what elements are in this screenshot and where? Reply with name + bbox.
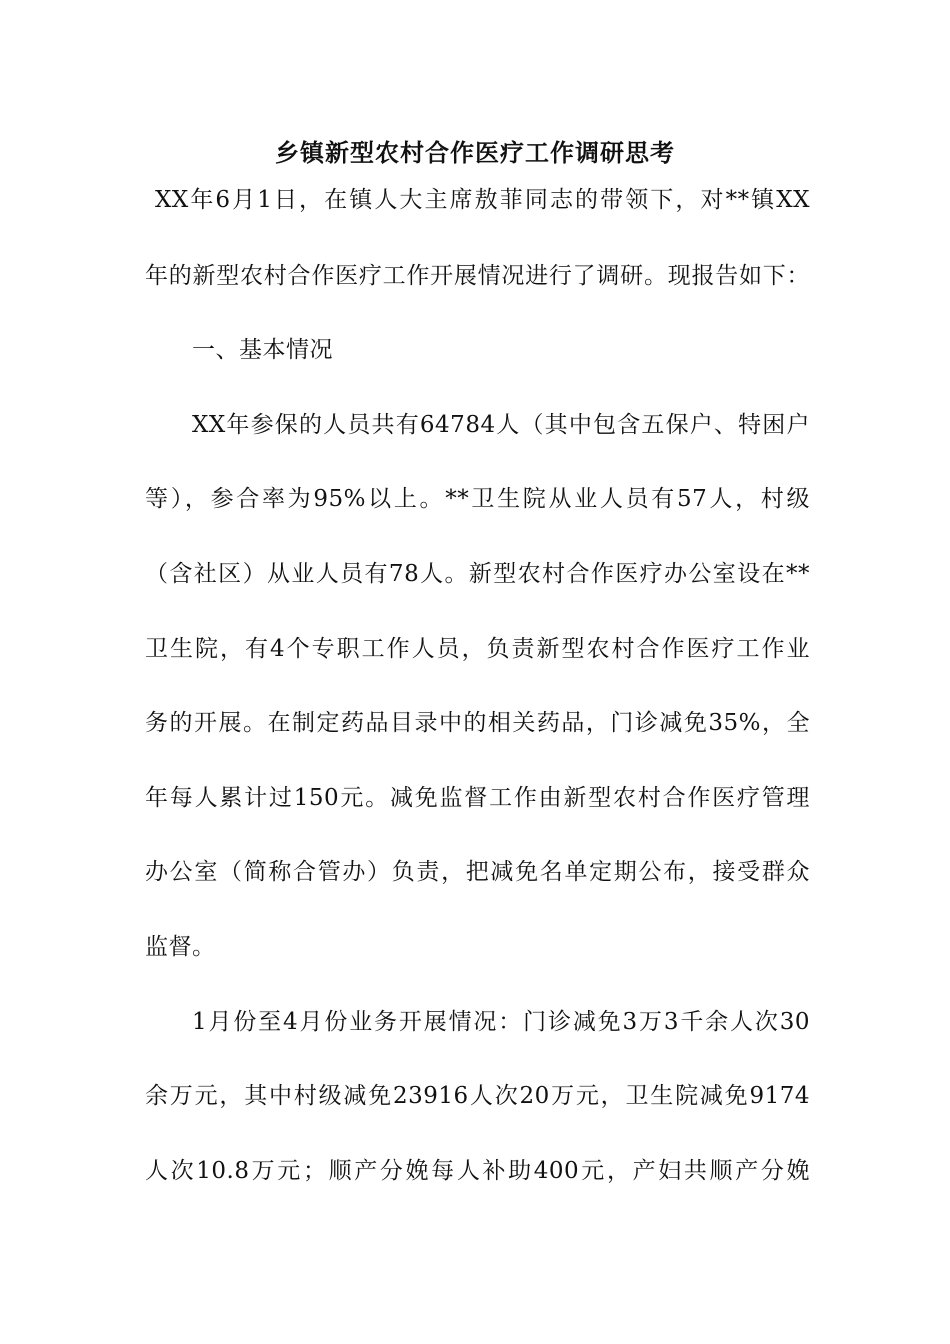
paragraph-line: XX年6月1日，在镇人大主席敖菲同志的带领下，对**镇XX <box>155 187 810 213</box>
paragraph-line: 等），参合率为95%以上。**卫生院从业人员有57人，村级 <box>145 486 810 512</box>
paragraph-line: 卫生院，有4个专职工作人员，负责新型农村合作医疗工作业 <box>145 636 810 662</box>
paragraph-line: 年每人累计过150元。减免监督工作由新型农村合作医疗管理 <box>145 785 810 811</box>
paragraph-line: 年的新型农村合作医疗工作开展情况进行了调研。现报告如下： <box>145 263 810 289</box>
paragraph-line: （含社区）从业人员有78人。新型农村合作医疗办公室设在** <box>145 561 810 587</box>
paragraph-line: 余万元，其中村级减免23916人次20万元，卫生院减免9174 <box>145 1083 810 1109</box>
paragraph-line: 人次10.8万元；顺产分娩每人补助400元，产妇共顺产分娩 <box>145 1158 810 1184</box>
paragraph-line: 1月份至4月份业务开展情况：门诊减免3万3千余人次30 <box>192 1009 810 1035</box>
paragraph-line: XX年参保的人员共有64784人（其中包含五保户、特困户 <box>192 412 810 438</box>
paragraph-line: 务的开展。在制定药品目录中的相关药品，门诊减免35%，全 <box>145 710 810 736</box>
paragraph-line: 监督。 <box>145 934 216 960</box>
paragraph-line: 办公室（简称合管办）负责，把减免名单定期公布，接受群众 <box>145 859 810 885</box>
document-title: 乡镇新型农村合作医疗工作调研思考 <box>275 138 675 167</box>
section-heading: 一、基本情况 <box>192 337 333 363</box>
